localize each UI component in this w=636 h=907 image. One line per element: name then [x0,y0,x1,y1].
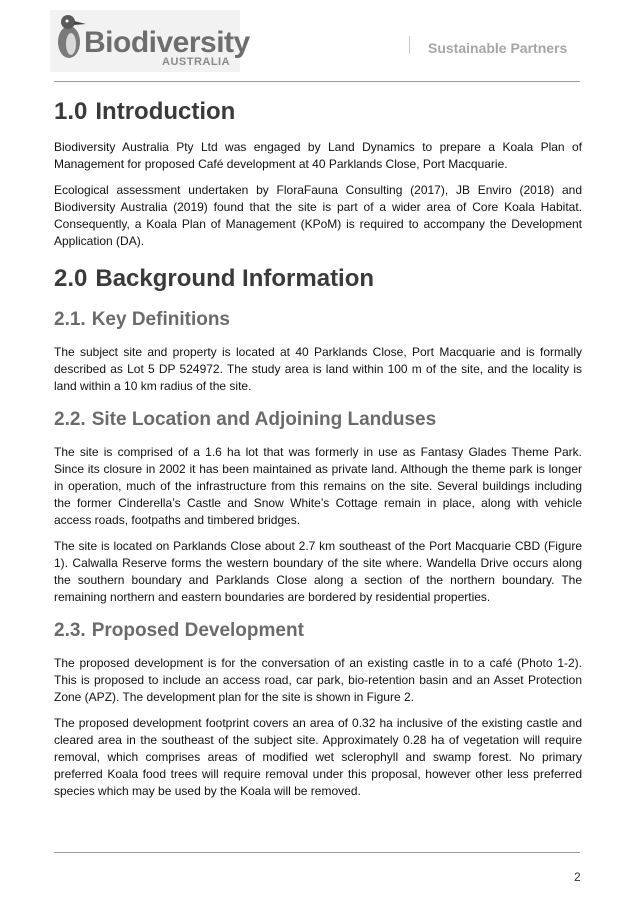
bird-logo-icon [54,12,88,62]
proposed-development-paragraph-2: The proposed development footprint covers an area of 0.32 ha inclusive of the existing castle and cleared area in the southeast of the subject site. Approximately 0.28 ha of vegetation will require removal, which comprises areas of modified wet sclerophyll and swamp forest. No primary preferred Koala food trees will require removal under this proposal, however other less preferred species which may be used by the Koala will be removed. [54,716,582,798]
heading-title: Site Location and Adjoining Landuses [91,409,437,430]
intro-paragraph-1: Biodiversity Australia Pty Ltd was engaged by Land Dynamics to prepare a Koala Plan of Management for proposed Café development at 40 Parklands Close, Port Macquarie. [54,140,582,171]
logo-brand-text: Biodiversity [84,26,250,59]
heading-number: 2.1. [54,309,86,330]
heading-number: 1.0 [54,98,88,125]
biodiversity-logo [50,10,250,72]
logo-subtext: AUSTRALIA [162,56,231,68]
heading-title: Key Definitions [91,309,231,330]
site-location-paragraph-2: The site is located on Parklands Close about 2.7 km southeast of the Port Macquarie CBD (Figure 1). Calwalla Reserve forms the western boundary of the site where. Wandella Drive occurs along the southern boundary and Parklands Close along a section of the northern boundary. The remaining northern and eastern boundaries are bordered by residential properties. [54,539,582,604]
header-divider [409,36,410,54]
heading-number: 2.0 [54,265,88,292]
header-tagline: Sustainable Partners [428,40,568,56]
heading-introduction [54,96,582,128]
heading-title: Proposed Development [91,620,304,641]
page-number: 2 [574,870,581,884]
intro-paragraph-2: Ecological assessment undertaken by FloraFauna Consulting (2017), JB Enviro (2018) and Biodiversity Australia (2019) found that the site is part of a wider area of Core Koala Habitat. Consequently, a Koala Plan of Management (KPoM) is required to accompany the Development Application (DA). [54,183,582,248]
proposed-development-paragraph-1: The proposed development is for the conversation of an existing castle in to a café (Photo 1-2). This is proposed to include an access road, car park, bio-retention basin and an Asset Protection Zone (APZ). The development plan for the site is shown in Figure 2. [54,656,582,704]
page-header [0,0,636,82]
heading-title: Introduction [95,98,236,125]
site-location-paragraph-1: The site is comprised of a 1.6 ha lot that was formerly in use as Fantasy Glades Theme Park. Since its closure in 2002 it has been maintained as private land. Although the theme park is longer in operation, much of the infrastructure from this remains on the site. Several buildings including the former Cinderella’s Castle and Snow White’s Cottage remain in place, along with vehicle access roads, footpaths and timbered bridges. [54,445,582,527]
heading-title: Background Information [95,265,375,292]
footer-rule [54,852,580,853]
heading-proposed-development [54,618,582,644]
heading-key-definitions [54,307,582,333]
heading-number: 2.2. [54,409,86,430]
header-rule [54,81,580,82]
document-body [54,96,582,800]
heading-background-information [54,263,582,295]
key-definitions-paragraph: The subject site and property is located at 40 Parklands Close, Port Macquarie and is formally described as Lot 5 DP 524972. The study area is land within 100 m of the site, and the locality is land within a 10 km radius of the site. [54,345,582,393]
heading-number: 2.3. [54,620,86,641]
heading-site-location [54,407,582,433]
